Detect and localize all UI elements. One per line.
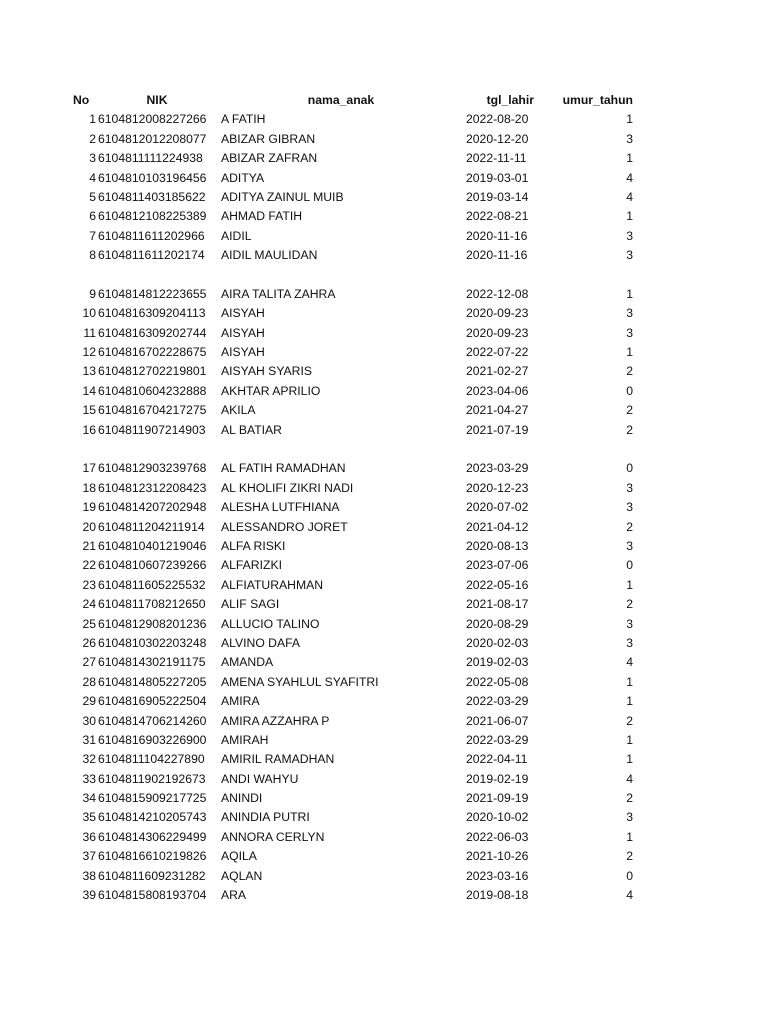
cell-tgl-lahir: 2023-03-16 [466, 868, 529, 883]
cell-nama-anak: AL BATIAR [221, 422, 282, 437]
table-row [0, 653, 768, 672]
cell-no: 24 [82, 597, 96, 612]
cell-no: 21 [82, 538, 96, 553]
cell-umur-tahun: 2 [626, 713, 633, 728]
cell-umur-tahun: 1 [626, 345, 633, 360]
cell-tgl-lahir: 2020-07-02 [466, 500, 529, 515]
cell-no: 14 [82, 383, 96, 398]
table-row [0, 595, 768, 614]
cell-nama-anak: ALESSANDRO JORET [221, 519, 348, 534]
cell-tgl-lahir: 2022-11-11 [466, 151, 527, 166]
table-row [0, 227, 768, 246]
cell-tgl-lahir: 2021-06-07 [466, 713, 529, 728]
cell-nama-anak: ALFARIZKI [221, 558, 282, 573]
header-tgl-lahir: tgl_lahir [486, 93, 534, 107]
cell-no: 7 [89, 228, 96, 243]
table-row [0, 343, 768, 362]
table-row [0, 789, 768, 808]
cell-umur-tahun: 4 [626, 189, 633, 204]
cell-umur-tahun: 0 [626, 558, 633, 573]
header-nik: NIK [146, 93, 168, 107]
cell-no: 16 [82, 422, 96, 437]
cell-tgl-lahir: 2021-09-19 [466, 791, 529, 806]
cell-no: 20 [82, 519, 96, 534]
cell-nik: 6104811111224938 [98, 151, 203, 166]
cell-nama-anak: AMANDA [221, 655, 274, 670]
cell-umur-tahun: 4 [626, 888, 633, 903]
cell-nik: 6104816905222504 [98, 694, 207, 709]
cell-umur-tahun: 1 [626, 752, 633, 767]
cell-tgl-lahir: 2022-12-08 [466, 286, 529, 301]
cell-nama-anak: ANDI WAHYU [221, 771, 299, 786]
cell-no: 26 [82, 635, 96, 650]
cell-umur-tahun: 3 [626, 325, 633, 340]
table-row [0, 712, 768, 731]
cell-no: 10 [82, 306, 96, 321]
cell-nama-anak: AKHTAR APRILIO [221, 383, 321, 398]
cell-tgl-lahir: 2019-02-19 [466, 771, 529, 786]
cell-umur-tahun: 3 [626, 131, 633, 146]
cell-umur-tahun: 2 [626, 364, 633, 379]
table-row [0, 537, 768, 556]
table-row [0, 847, 768, 866]
cell-tgl-lahir: 2022-04-11 [466, 752, 528, 767]
cell-nik: 6104814812223655 [98, 286, 207, 301]
cell-umur-tahun: 1 [626, 674, 633, 689]
cell-nama-anak: ALIF SAGI [221, 597, 280, 612]
cell-umur-tahun: 3 [626, 248, 633, 263]
cell-no: 1 [89, 112, 96, 127]
cell-tgl-lahir: 2023-04-06 [466, 383, 529, 398]
cell-nama-anak: AISYAH [221, 325, 265, 340]
cell-nik: 6104816702228675 [98, 345, 207, 360]
cell-umur-tahun: 3 [626, 500, 633, 515]
cell-tgl-lahir: 2019-03-01 [466, 170, 529, 185]
cell-umur-tahun: 1 [626, 286, 633, 301]
cell-tgl-lahir: 2023-03-29 [466, 461, 529, 476]
cell-umur-tahun: 4 [626, 771, 633, 786]
cell-no: 34 [82, 791, 96, 806]
cell-no: 30 [82, 713, 96, 728]
cell-nama-anak: ADITYA ZAINUL MUIB [221, 189, 344, 204]
table-row [0, 246, 768, 265]
cell-nama-anak: AMIRAH [221, 732, 269, 747]
cell-nik: 6104812908201236 [98, 616, 207, 631]
table-row [0, 382, 768, 401]
table-row [0, 867, 768, 886]
table-row [0, 110, 768, 129]
cell-no: 22 [82, 558, 96, 573]
cell-nik: 6104810103196456 [98, 170, 207, 185]
cell-tgl-lahir: 2020-09-23 [466, 325, 529, 340]
cell-nik: 6104816903226900 [98, 732, 207, 747]
cell-tgl-lahir: 2023-07-06 [466, 558, 529, 573]
table-row [0, 518, 768, 537]
cell-nama-anak: ALESHA LUTFHIANA [221, 500, 340, 515]
table-body [0, 110, 768, 905]
cell-nama-anak: AQILA [221, 849, 257, 864]
cell-umur-tahun: 4 [626, 655, 633, 670]
cell-no: 17 [82, 461, 96, 476]
cell-no: 18 [82, 480, 96, 495]
cell-umur-tahun: 1 [626, 112, 633, 127]
cell-umur-tahun: 0 [626, 868, 633, 883]
cell-tgl-lahir: 2020-02-03 [466, 635, 529, 650]
cell-no: 9 [89, 286, 96, 301]
cell-nik: 6104812903239768 [98, 461, 207, 476]
header-umur-tahun: umur_tahun [562, 93, 633, 107]
cell-no: 38 [82, 868, 96, 883]
cell-nik: 6104811611202174 [98, 248, 205, 263]
cell-umur-tahun: 2 [626, 791, 633, 806]
cell-nama-anak: ANINDI [221, 791, 263, 806]
cell-nama-anak: ABIZAR ZAFRAN [221, 151, 318, 166]
cell-nik: 6104815808193704 [98, 888, 207, 903]
cell-no: 6 [89, 209, 96, 224]
cell-no: 11 [83, 325, 96, 340]
cell-nama-anak: AQLAN [221, 868, 263, 883]
table-row [0, 692, 768, 711]
cell-nama-anak: AMIRA [221, 694, 260, 709]
cell-nama-anak: A FATIH [221, 112, 266, 127]
cell-nama-anak: ANINDIA PUTRI [221, 810, 310, 825]
table-row [0, 808, 768, 827]
cell-tgl-lahir: 2021-04-12 [466, 519, 529, 534]
cell-no: 31 [82, 732, 96, 747]
cell-nik: 6104814210205743 [98, 810, 207, 825]
cell-tgl-lahir: 2022-03-29 [466, 694, 529, 709]
cell-nik: 6104814706214260 [98, 713, 207, 728]
cell-nama-anak: AKILA [221, 403, 256, 418]
cell-nama-anak: AL FATIH RAMADHAN [221, 461, 346, 476]
table-row [0, 556, 768, 575]
blank-row [0, 440, 768, 459]
table-row [0, 304, 768, 323]
data-table [0, 91, 768, 905]
cell-umur-tahun: 0 [626, 461, 633, 476]
table-row [0, 886, 768, 905]
cell-tgl-lahir: 2020-12-23 [466, 480, 529, 495]
cell-nama-anak: AL KHOLIFI ZIKRI NADI [221, 480, 354, 495]
cell-umur-tahun: 1 [626, 732, 633, 747]
table-row [0, 615, 768, 634]
cell-umur-tahun: 2 [626, 849, 633, 864]
cell-nik: 6104814306229499 [98, 829, 207, 844]
cell-nama-anak: AISYAH [221, 306, 265, 321]
cell-umur-tahun: 2 [626, 519, 633, 534]
cell-no: 33 [82, 771, 96, 786]
cell-nik: 6104816610219826 [98, 849, 207, 864]
cell-nik: 6104811204211914 [98, 519, 205, 534]
table-row [0, 459, 768, 478]
cell-no: 15 [82, 403, 96, 418]
cell-umur-tahun: 3 [626, 635, 633, 650]
cell-no: 5 [89, 189, 96, 204]
cell-nik: 6104810302203248 [98, 635, 207, 650]
cell-nik: 6104811605225532 [98, 577, 206, 592]
cell-umur-tahun: 1 [626, 694, 633, 709]
cell-nik: 6104811907214903 [98, 422, 206, 437]
cell-nik: 6104816704217275 [98, 403, 207, 418]
cell-nama-anak: AIRA TALITA ZAHRA [221, 286, 336, 301]
table-row [0, 149, 768, 168]
cell-umur-tahun: 2 [626, 403, 633, 418]
cell-nik: 6104811609231282 [98, 868, 206, 883]
cell-tgl-lahir: 2020-10-02 [466, 810, 529, 825]
cell-nama-anak: AMIRA AZZAHRA P [221, 713, 330, 728]
cell-tgl-lahir: 2019-08-18 [466, 888, 529, 903]
cell-tgl-lahir: 2021-07-19 [466, 422, 529, 437]
table-row [0, 731, 768, 750]
cell-no: 35 [82, 810, 96, 825]
cell-no: 2 [89, 131, 96, 146]
table-row [0, 421, 768, 440]
cell-tgl-lahir: 2022-07-22 [466, 345, 529, 360]
cell-no: 19 [82, 500, 96, 515]
cell-nama-anak: ALVINO DAFA [221, 635, 301, 650]
cell-nama-anak: ALFIATURAHMAN [221, 577, 324, 592]
cell-tgl-lahir: 2022-06-03 [466, 829, 529, 844]
cell-no: 36 [82, 829, 96, 844]
cell-umur-tahun: 1 [626, 577, 633, 592]
cell-nik: 6104811104227890 [98, 752, 205, 767]
cell-tgl-lahir: 2021-10-26 [466, 849, 529, 864]
cell-no: 23 [82, 577, 96, 592]
cell-no: 29 [82, 694, 96, 709]
cell-umur-tahun: 2 [626, 597, 633, 612]
cell-nik: 6104814805227205 [98, 674, 207, 689]
cell-nik: 6104811708212650 [98, 597, 206, 612]
cell-nik: 6104816309204113 [98, 306, 206, 321]
table-row [0, 770, 768, 789]
cell-nama-anak: ARA [221, 888, 247, 903]
table-row [0, 362, 768, 381]
cell-tgl-lahir: 2022-08-20 [466, 112, 529, 127]
cell-tgl-lahir: 2022-05-08 [466, 674, 529, 689]
table-row [0, 828, 768, 847]
table-row [0, 673, 768, 692]
cell-nik: 6104812008227266 [98, 112, 207, 127]
cell-tgl-lahir: 2020-12-20 [466, 131, 529, 146]
cell-tgl-lahir: 2020-08-29 [466, 616, 529, 631]
header-no: No [73, 93, 90, 107]
header-nama-anak: nama_anak [307, 93, 375, 107]
table-row [0, 169, 768, 188]
table-row [0, 498, 768, 517]
cell-nik: 6104814302191175 [98, 655, 206, 670]
cell-umur-tahun: 2 [626, 422, 633, 437]
cell-nik: 6104812108225389 [98, 209, 207, 224]
cell-no: 4 [89, 170, 96, 185]
cell-tgl-lahir: 2022-05-16 [466, 577, 529, 592]
cell-nama-anak: ABIZAR GIBRAN [221, 131, 316, 146]
cell-nik: 6104812012208077 [98, 131, 207, 146]
cell-no: 13 [82, 364, 96, 379]
cell-umur-tahun: 4 [626, 170, 633, 185]
cell-nama-anak: ANNORA CERLYN [221, 829, 325, 844]
cell-nama-anak: ALFA RISKI [221, 538, 286, 553]
table-row [0, 750, 768, 769]
table-row [0, 576, 768, 595]
table-row [0, 188, 768, 207]
cell-nik: 6104810401219046 [98, 538, 207, 553]
cell-nik: 6104811611202966 [98, 228, 205, 243]
cell-tgl-lahir: 2021-02-27 [466, 364, 529, 379]
table-row [0, 401, 768, 420]
cell-no: 37 [82, 849, 96, 864]
cell-tgl-lahir: 2020-08-13 [466, 538, 529, 553]
cell-nama-anak: AMENA SYAHLUL SYAFITRI [221, 674, 379, 689]
cell-umur-tahun: 1 [626, 151, 633, 166]
table-row [0, 479, 768, 498]
cell-umur-tahun: 3 [626, 810, 633, 825]
cell-no: 39 [82, 888, 96, 903]
table-row [0, 634, 768, 653]
cell-tgl-lahir: 2021-08-17 [466, 597, 529, 612]
table-row [0, 324, 768, 343]
cell-nama-anak: AMIRIL RAMADHAN [221, 752, 335, 767]
cell-umur-tahun: 3 [626, 616, 633, 631]
cell-umur-tahun: 1 [626, 829, 633, 844]
cell-umur-tahun: 3 [626, 480, 633, 495]
table-row [0, 207, 768, 226]
cell-nik: 6104811902192673 [98, 771, 206, 786]
cell-tgl-lahir: 2020-11-16 [466, 248, 528, 263]
cell-nik: 6104812312208423 [98, 480, 207, 495]
cell-umur-tahun: 3 [626, 538, 633, 553]
cell-tgl-lahir: 2019-02-03 [466, 655, 529, 670]
cell-no: 12 [82, 345, 96, 360]
cell-nama-anak: AIDIL MAULIDAN [221, 248, 318, 263]
cell-nama-anak: AISYAH [221, 345, 265, 360]
blank-row [0, 266, 768, 285]
cell-nik: 6104810604232888 [98, 383, 207, 398]
cell-nama-anak: AISYAH SYARIS [221, 364, 312, 379]
cell-no: 32 [82, 752, 96, 767]
cell-nik: 6104810607239266 [98, 558, 207, 573]
cell-tgl-lahir: 2022-08-21 [466, 209, 529, 224]
cell-tgl-lahir: 2020-11-16 [466, 228, 528, 243]
cell-nama-anak: AHMAD FATIH [221, 209, 303, 224]
cell-tgl-lahir: 2021-04-27 [466, 403, 529, 418]
cell-tgl-lahir: 2019-03-14 [466, 189, 529, 204]
cell-nik: 6104814207202948 [98, 500, 207, 515]
cell-tgl-lahir: 2022-03-29 [466, 732, 529, 747]
cell-nik: 6104812702219801 [98, 364, 207, 379]
cell-nama-anak: ADITYA [221, 170, 265, 185]
cell-no: 25 [82, 616, 96, 631]
cell-no: 8 [89, 248, 96, 263]
table-header-row [0, 91, 768, 110]
table-row [0, 130, 768, 149]
cell-nama-anak: ALLUCIO TALINO [221, 616, 320, 631]
cell-umur-tahun: 3 [626, 306, 633, 321]
cell-nik: 6104811403185622 [98, 189, 206, 204]
table-row [0, 285, 768, 304]
cell-umur-tahun: 1 [626, 209, 633, 224]
cell-tgl-lahir: 2020-09-23 [466, 306, 529, 321]
cell-no: 27 [82, 655, 96, 670]
cell-nama-anak: AIDIL [221, 228, 252, 243]
cell-no: 28 [82, 674, 96, 689]
cell-umur-tahun: 0 [626, 383, 633, 398]
cell-no: 3 [89, 151, 96, 166]
cell-nik: 6104815909217725 [98, 791, 207, 806]
cell-nik: 6104816309202744 [98, 325, 207, 340]
cell-umur-tahun: 3 [626, 228, 633, 243]
